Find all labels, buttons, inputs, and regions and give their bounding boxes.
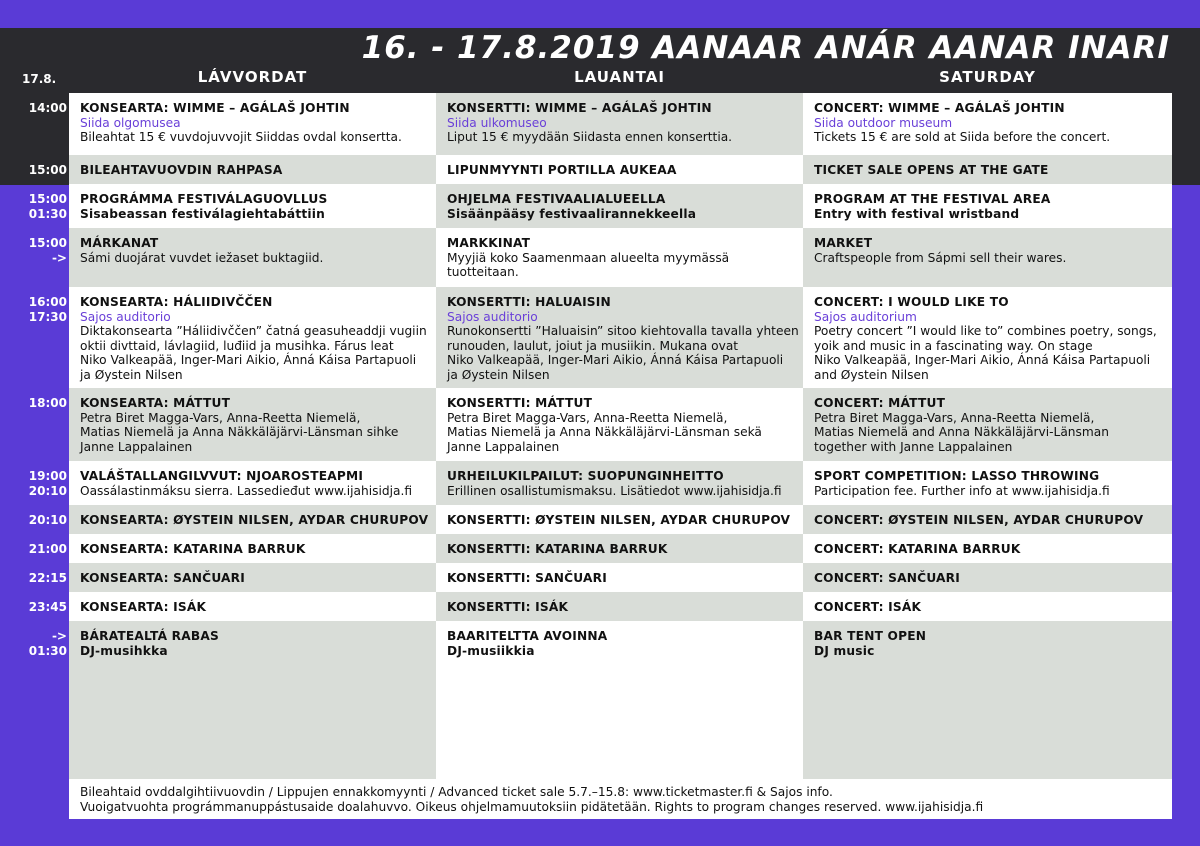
time-label: 21:00 xyxy=(28,542,67,556)
schedule-cell xyxy=(69,461,436,505)
event-description-line: Bileahtat 15 € vuvdojuvvojit Siiddas ovdal konsertta. xyxy=(80,130,402,145)
schedule-row xyxy=(69,287,1172,388)
schedule-cell xyxy=(69,388,436,461)
schedule-cell xyxy=(803,93,1172,155)
schedule-cell xyxy=(436,592,803,621)
event-title: KONSEARTA: WIMME – AGÁLAŠ JOHTIN xyxy=(80,101,350,115)
schedule-cell xyxy=(803,461,1172,505)
schedule-cell xyxy=(69,155,436,184)
event-title: CONCERT: WIMME – AGÁLAŠ JOHTIN xyxy=(814,101,1065,115)
time-label: 17:30 xyxy=(28,309,67,324)
schedule-cell xyxy=(69,505,436,534)
schedule-cell xyxy=(69,621,436,779)
event-title: SPORT COMPETITION: LASSO THROWING xyxy=(814,469,1100,483)
time-label: 15:00 xyxy=(28,163,67,177)
event-title: BÁRATEALTÁ RABAS xyxy=(80,629,219,643)
schedule-cell xyxy=(69,184,436,228)
event-title: VALÁŠTALLANGILVVUT: NJOAROSTEAPMI xyxy=(80,469,364,483)
schedule-cell xyxy=(436,534,803,563)
event-title: CONCERT: KATARINA BARRUK xyxy=(814,542,1021,556)
time-label: 23:45 xyxy=(28,600,67,614)
event-title: CONCERT: ØYSTEIN NILSEN, AYDAR CHURUPOV xyxy=(814,513,1144,527)
event-title: MARKET xyxy=(814,236,873,250)
event-title: MÁRKANAT xyxy=(80,236,159,250)
schedule-row xyxy=(69,93,1172,155)
event-subtitle: Sisäänpääsy festivaalirannekkeella xyxy=(447,206,697,221)
header-column-english: SATURDAY xyxy=(939,68,1036,86)
event-description-line: Tickets 15 € are sold at Siida before the concert. xyxy=(814,130,1111,145)
schedule-row xyxy=(69,155,1172,184)
time-label: -> xyxy=(51,629,67,643)
event-description-line: Niko Valkeapää, Inger-Mari Aikio, Ánná Káisa Partapuoli xyxy=(80,353,417,368)
footer-line: Vuoigatvuohta prográmmanuppástusaide doalahuvvo. Oikeus ohjelmamuutoksiin pidätetään. Rights to program changes reserved. www.ijahisidja.fi xyxy=(80,800,984,814)
event-description-line: yoik and music in a fascinating way. On stage xyxy=(814,338,1093,353)
event-description-line: runouden, laulut, joiut ja musiikin. Mukana ovat xyxy=(447,338,739,353)
schedule-cell xyxy=(803,155,1172,184)
event-title: PROGRAM AT THE FESTIVAL AREA xyxy=(814,192,1051,206)
schedule-cell xyxy=(436,388,803,461)
event-description-line: Liput 15 € myydään Siidasta ennen konserttia. xyxy=(447,130,733,145)
schedule-cell xyxy=(436,93,803,155)
event-title: KONSERTTI: SANČUARI xyxy=(447,571,607,585)
event-title: KONSERTTI: WIMME – AGÁLAŠ JOHTIN xyxy=(447,101,712,115)
event-title: KONSERTTI: KATARINA BARRUK xyxy=(447,542,668,556)
schedule-cell xyxy=(803,228,1172,287)
header-column-sami: LÁVVORDAT xyxy=(197,68,308,86)
event-description-line: and Øystein Nilsen xyxy=(814,367,929,382)
schedule-row xyxy=(69,563,1172,592)
event-title: TICKET SALE OPENS AT THE GATE xyxy=(814,163,1049,177)
schedule-cell xyxy=(803,184,1172,228)
row-time xyxy=(0,155,69,178)
time-label: 19:00 xyxy=(28,469,67,483)
schedule-cell xyxy=(436,505,803,534)
schedule-row xyxy=(69,184,1172,228)
row-time xyxy=(0,563,69,586)
event-description-line: Craftspeople from Sápmi sell their wares. xyxy=(814,250,1067,265)
event-title: KONSERTTI: MÁTTUT xyxy=(447,396,593,410)
event-title: KONSEARTA: MÁTTUT xyxy=(80,396,231,410)
schedule-cell xyxy=(436,155,803,184)
event-description-line: Poetry concert ”I would like to” combines poetry, songs, xyxy=(814,324,1157,339)
schedule-cell xyxy=(436,461,803,505)
schedule-cell xyxy=(803,287,1172,388)
schedule-cell xyxy=(69,534,436,563)
event-title: BILEAHTAVUOVDIN RAHPASA xyxy=(80,163,283,177)
event-description-line: Petra Biret Magga-Vars, Anna-Reetta Niemelä, xyxy=(814,410,1095,425)
event-venue: Sajos auditorio xyxy=(447,309,538,324)
schedule-row xyxy=(69,388,1172,461)
time-label: 18:00 xyxy=(28,396,67,410)
event-description-line: Oassálastinmáksu sierra. Lassedieđut www.ijahisidja.fi xyxy=(80,483,413,498)
schedule-cell xyxy=(803,563,1172,592)
event-subtitle: DJ-musihkka xyxy=(80,643,168,658)
time-label: 01:30 xyxy=(28,206,67,221)
event-venue: Siida outdoor museum xyxy=(814,115,953,130)
event-description-line: tuotteitaan. xyxy=(447,265,519,280)
event-description-line: oktii divttaid, lávlagiid, luđiid ja musihka. Fárus leat xyxy=(80,338,394,353)
row-time xyxy=(0,461,69,498)
event-description-line: Participation fee. Further info at www.ijahisidja.fi xyxy=(814,483,1110,498)
time-label: -> xyxy=(51,250,67,265)
schedule-cell xyxy=(436,184,803,228)
row-time xyxy=(0,287,69,324)
event-description-line: together with Janne Lappalainen xyxy=(814,439,1013,454)
schedule-cell xyxy=(436,228,803,287)
event-title: KONSEARTA: HÁLIIDIVČČEN xyxy=(80,295,273,309)
event-title: PROGRÁMMA FESTIVÁLAGUOVLLUS xyxy=(80,192,328,206)
time-label: 16:00 xyxy=(28,295,67,309)
event-venue: Sajos auditorium xyxy=(814,309,917,324)
event-title: CONCERT: SANČUARI xyxy=(814,571,961,585)
schedule-cell xyxy=(69,287,436,388)
time-label: 15:00 xyxy=(28,236,67,250)
row-time xyxy=(0,388,69,411)
row-time xyxy=(0,534,69,557)
event-description-line: Janne Lappalainen xyxy=(447,439,560,454)
event-title: URHEILUKILPAILUT: SUOPUNGINHEITTO xyxy=(447,469,724,483)
time-label: 20:10 xyxy=(28,513,67,527)
schedule-row xyxy=(69,228,1172,287)
schedule-cell xyxy=(803,621,1172,779)
event-subtitle: Sisabeassan festiválagiehtabáttiin xyxy=(80,206,326,221)
schedule-cell xyxy=(436,563,803,592)
schedule-row xyxy=(69,534,1172,563)
row-time xyxy=(0,505,69,528)
event-subtitle: DJ-musiikkia xyxy=(447,643,535,658)
event-title: KONSEARTA: ØYSTEIN NILSEN, AYDAR CHURUPOV xyxy=(80,513,429,527)
event-title: BAR TENT OPEN xyxy=(814,629,927,643)
row-time xyxy=(0,184,69,221)
schedule-row xyxy=(69,621,1172,779)
row-time xyxy=(0,621,69,658)
event-title: MARKKINAT xyxy=(447,236,531,250)
schedule-row xyxy=(69,592,1172,621)
event-description-line: Petra Biret Magga-Vars, Anna-Reetta Niemelä, xyxy=(80,410,361,425)
schedule-row xyxy=(69,461,1172,505)
header-column-finnish: LAUANTAI xyxy=(574,68,665,86)
event-description-line: Diktakonsearta ”Háliidivččen” čatná geasuheaddji vugiin xyxy=(80,324,427,339)
row-time xyxy=(0,592,69,615)
row-time xyxy=(0,228,69,265)
schedule-cell xyxy=(436,621,803,779)
time-label: 22:15 xyxy=(28,571,67,585)
event-description-line: Sámi duojárat vuvdet iežaset buktagiid. xyxy=(80,250,324,265)
event-title: KONSEARTA: KATARINA BARRUK xyxy=(80,542,306,556)
event-title: LIPUNMYYNTI PORTILLA AUKEAA xyxy=(447,163,677,177)
schedule-row xyxy=(69,505,1172,534)
event-venue: Sajos auditorio xyxy=(80,309,171,324)
column-header-row xyxy=(0,67,1200,89)
schedule-cell xyxy=(436,287,803,388)
row-time xyxy=(0,93,69,116)
event-title: CONCERT: I WOULD LIKE TO xyxy=(814,295,1009,309)
event-title: KONSERTTI: ISÁK xyxy=(447,600,569,614)
footer-note xyxy=(69,779,1172,819)
event-description-line: Petra Biret Magga-Vars, Anna-Reetta Niemelä, xyxy=(447,410,728,425)
event-title: OHJELMA FESTIVAALIALUEELLA xyxy=(447,192,666,206)
event-title: KONSEARTA: SANČUARI xyxy=(80,571,245,585)
schedule-cell xyxy=(803,388,1172,461)
time-label: 15:00 xyxy=(28,192,67,206)
page-title: 16. - 17.8.2019 AANAAR ANÁR AANAR INARI xyxy=(361,30,1170,66)
schedule-cell xyxy=(803,592,1172,621)
event-title: KONSERTTI: ØYSTEIN NILSEN, AYDAR CHURUPOV xyxy=(447,513,791,527)
time-label: 20:10 xyxy=(28,483,67,498)
schedule-cell xyxy=(69,563,436,592)
schedule-cell xyxy=(69,592,436,621)
event-description-line: Myyjiä koko Saamenmaan alueelta myymässä xyxy=(447,250,730,265)
schedule-cell xyxy=(803,505,1172,534)
event-description-line: Matias Niemelä ja Anna Näkkäläjärvi-Länsman sekä xyxy=(447,425,762,440)
event-description-line: Matias Niemelä and Anna Näkkäläjärvi-Länsman xyxy=(814,425,1109,440)
footer-line: Bileahtaid ovddalgihtiivuovdin / Lippujen ennakkomyynti / Advanced ticket sale 5.7.–15.8: www.ticketmaster.fi & Sajos info. xyxy=(80,785,833,799)
event-description-line: Janne Lappalainen xyxy=(80,439,193,454)
event-venue: Siida olgomusea xyxy=(80,115,181,130)
event-title: KONSEARTA: ISÁK xyxy=(80,600,207,614)
event-description-line: Erillinen osallistumismaksu. Lisätiedot www.ijahisidja.fi xyxy=(447,483,782,498)
schedule-cell xyxy=(803,534,1172,563)
event-title: CONCERT: MÁTTUT xyxy=(814,396,946,410)
event-description-line: Niko Valkeapää, Inger-Mari Aikio, Ánná Káisa Partapuoli xyxy=(447,353,784,368)
event-description-line: ja Øystein Nilsen xyxy=(447,367,550,382)
event-subtitle: Entry with festival wristband xyxy=(814,206,1020,221)
event-title: KONSERTTI: HALUAISIN xyxy=(447,295,611,309)
event-description-line: Niko Valkeapää, Inger-Mari Aikio, Ánná Káisa Partapuoli xyxy=(814,353,1151,368)
event-subtitle: DJ music xyxy=(814,643,875,658)
event-venue: Siida ulkomuseo xyxy=(447,115,547,130)
event-description-line: Runokonsertti ”Haluaisin” sitoo kiehtovalla tavalla yhteen xyxy=(447,324,799,339)
time-label: 14:00 xyxy=(28,101,67,115)
event-description-line: Matias Niemelä ja Anna Näkkäläjärvi-Länsman sihke xyxy=(80,425,399,440)
header-date: 17.8. xyxy=(22,72,57,86)
event-title: CONCERT: ISÁK xyxy=(814,600,922,614)
schedule-cell xyxy=(69,228,436,287)
time-label: 01:30 xyxy=(28,643,67,658)
event-title: BAARITELTTA AVOINNA xyxy=(447,629,608,643)
schedule-cell xyxy=(69,93,436,155)
event-description-line: ja Øystein Nilsen xyxy=(80,367,183,382)
